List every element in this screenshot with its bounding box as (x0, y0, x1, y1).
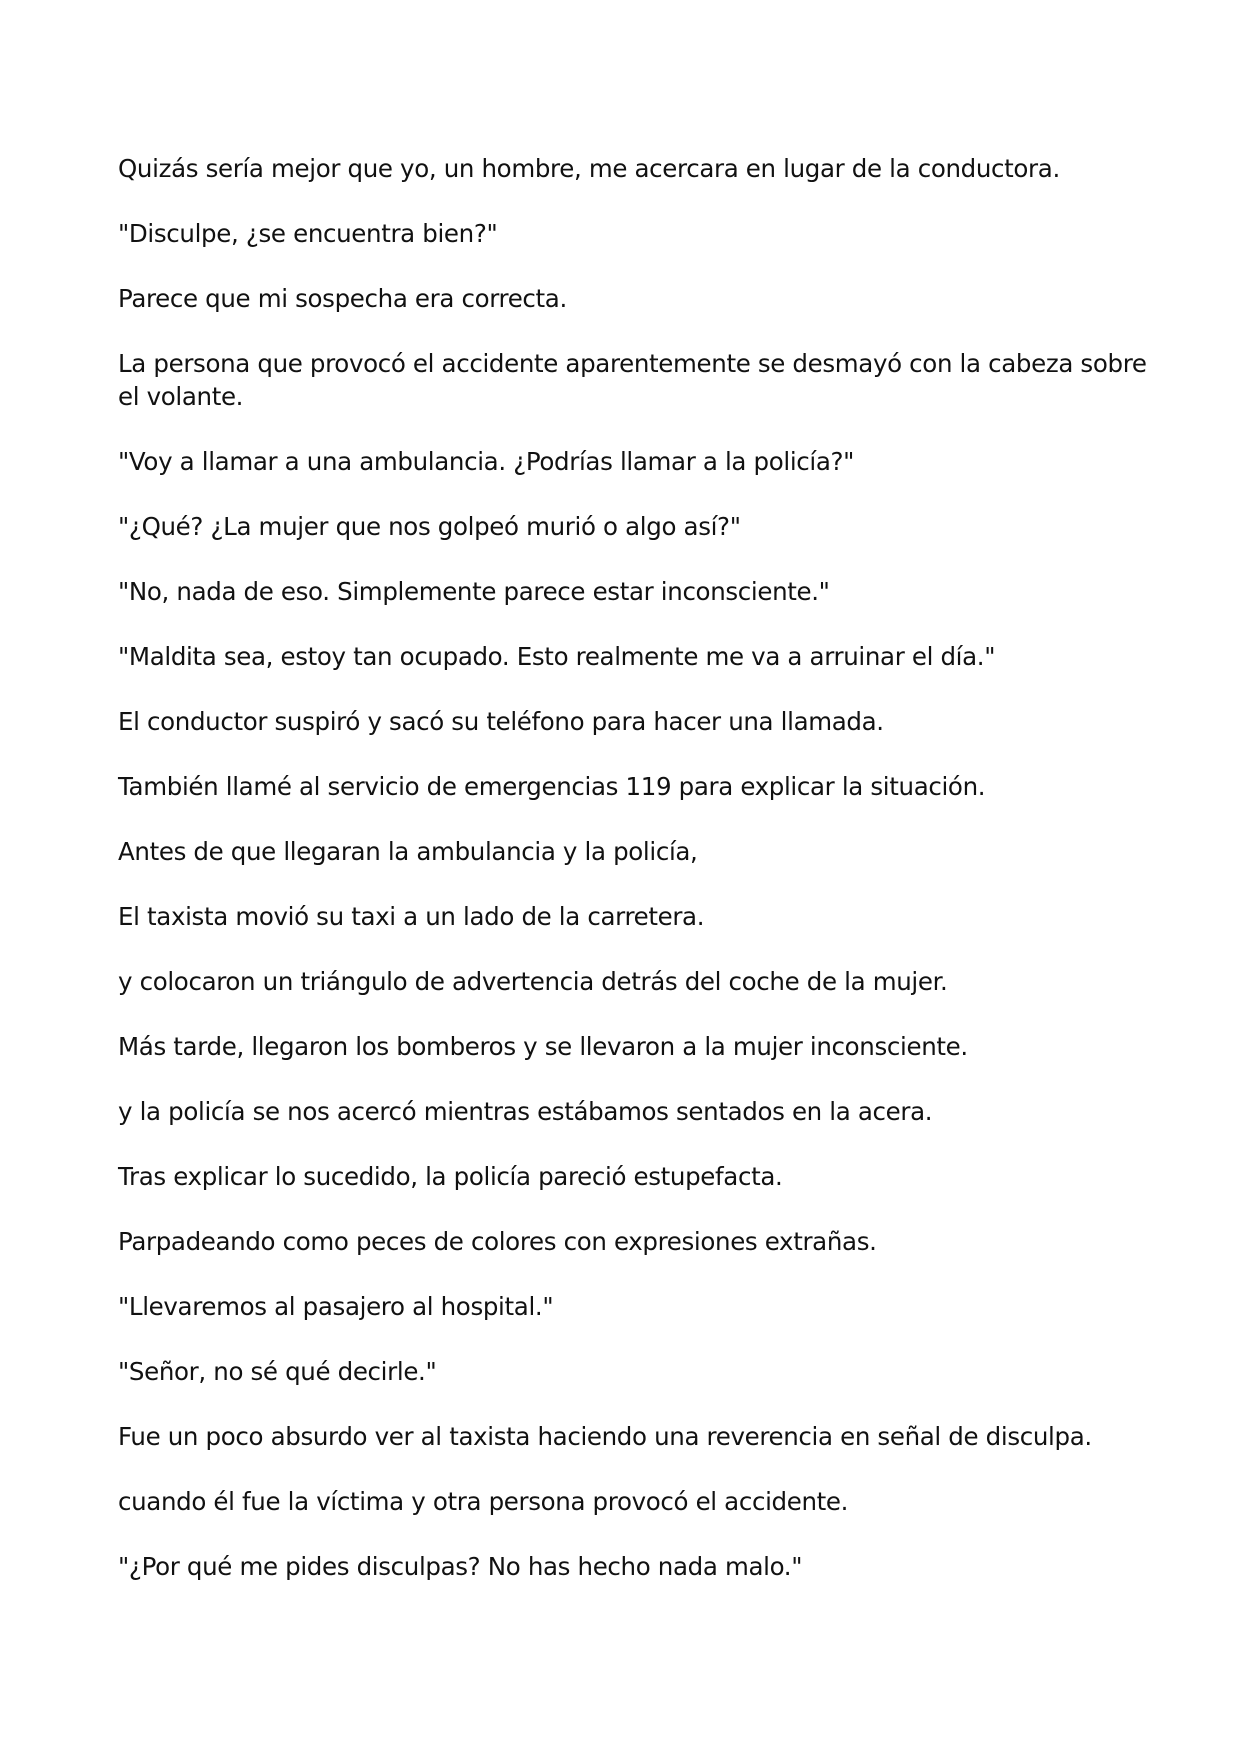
paragraph: "¿Por qué me pides disculpas? No has hecho nada malo." (118, 1552, 803, 1581)
paragraph: Tras explicar lo sucedido, la policía pareció estupefacta. (118, 1162, 783, 1191)
paragraph: cuando él fue la víctima y otra persona provocó el accidente. (118, 1487, 849, 1516)
paragraph: La persona que provocó el accidente aparentemente se desmayó con la cabeza sobre el volante. (118, 349, 1147, 411)
paragraph: "Voy a llamar a una ambulancia. ¿Podrías llamar a la policía?" (118, 447, 855, 476)
paragraph: Parece que mi sospecha era correcta. (118, 284, 567, 313)
paragraph: Parpadeando como peces de colores con expresiones extrañas. (118, 1227, 877, 1256)
paragraph: Más tarde, llegaron los bomberos y se llevaron a la mujer inconsciente. (118, 1032, 968, 1061)
text-column (118, 152, 1148, 1615)
paragraph: También llamé al servicio de emergencias 119 para explicar la situación. (118, 772, 986, 801)
paragraph: Antes de que llegaran la ambulancia y la policía, (118, 837, 698, 866)
paragraph: "Disculpe, ¿se encuentra bien?" (118, 219, 498, 248)
paragraph: "¿Qué? ¿La mujer que nos golpeó murió o algo así?" (118, 512, 741, 541)
paragraph: Quizás sería mejor que yo, un hombre, me acercara en lugar de la conductora. (118, 154, 1060, 183)
paragraph: y la policía se nos acercó mientras estábamos sentados en la acera. (118, 1097, 933, 1126)
paragraph: El taxista movió su taxi a un lado de la carretera. (118, 902, 705, 931)
paragraph: "Maldita sea, estoy tan ocupado. Esto realmente me va a arruinar el día." (118, 642, 996, 671)
paragraph: "Llevaremos al pasajero al hospital." (118, 1292, 554, 1321)
paragraph: "No, nada de eso. Simplemente parece estar inconsciente." (118, 577, 830, 606)
paragraph: El conductor suspiró y sacó su teléfono para hacer una llamada. (118, 707, 884, 736)
paragraph: "Señor, no sé qué decirle." (118, 1357, 437, 1386)
paragraph: y colocaron un triángulo de advertencia detrás del coche de la mujer. (118, 967, 948, 996)
paragraph: Fue un poco absurdo ver al taxista haciendo una reverencia en señal de disculpa. (118, 1422, 1092, 1451)
